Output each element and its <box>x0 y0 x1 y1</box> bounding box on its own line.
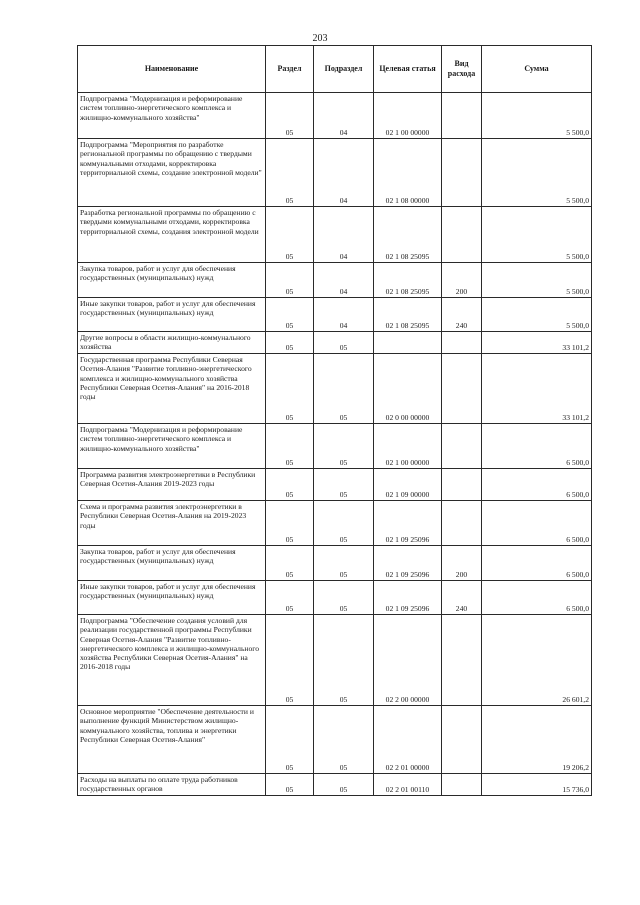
table-row <box>78 207 592 263</box>
table-row <box>78 298 592 332</box>
table-row <box>78 93 592 139</box>
table-row <box>78 354 592 424</box>
table-header-row <box>78 46 592 93</box>
row-target: 02 1 08 25095 <box>374 207 442 263</box>
row-subsection: 04 <box>314 207 374 263</box>
row-section: 05 <box>266 298 314 332</box>
row-amount: 5 500,0 <box>482 93 592 139</box>
row-section: 05 <box>266 139 314 207</box>
table-row <box>78 581 592 615</box>
row-expense-type: 240 <box>442 581 482 615</box>
row-section: 05 <box>266 615 314 706</box>
row-section: 05 <box>266 469 314 501</box>
page-number: 203 <box>312 33 328 44</box>
row-target: 02 1 08 25095 <box>374 298 442 332</box>
table-row <box>78 424 592 469</box>
row-section: 05 <box>266 263 314 298</box>
header-name: Наименование <box>78 46 266 93</box>
table-row <box>78 706 592 774</box>
row-expense-type: 240 <box>442 298 482 332</box>
row-name: Закупка товаров, работ и услуг для обеспечения государственных (муниципальных) нужд <box>78 263 266 298</box>
row-section: 05 <box>266 207 314 263</box>
row-name: Программа развития электроэнергетики в Республики Северная Осетия-Алания 2019-2023 годы <box>78 469 266 501</box>
row-target: 02 1 09 25096 <box>374 581 442 615</box>
row-subsection: 05 <box>314 774 374 796</box>
row-target: 02 1 00 00000 <box>374 424 442 469</box>
row-amount: 6 500,0 <box>482 469 592 501</box>
table-row <box>78 546 592 581</box>
row-section: 05 <box>266 546 314 581</box>
row-subsection: 04 <box>314 93 374 139</box>
row-target: 02 1 08 00000 <box>374 139 442 207</box>
row-section: 05 <box>266 354 314 424</box>
row-section: 05 <box>266 93 314 139</box>
row-subsection: 05 <box>314 501 374 546</box>
row-name: Иные закупки товаров, работ и услуг для обеспечения государственных (муниципальных) нужд <box>78 298 266 332</box>
row-expense-type: 200 <box>442 263 482 298</box>
row-name: Подпрограмма "Модернизация и реформирование систем топливно-энергетического комплекса и жилищно-коммунального хозяйства" <box>78 424 266 469</box>
row-expense-type <box>442 93 482 139</box>
row-subsection: 05 <box>314 546 374 581</box>
row-amount: 5 500,0 <box>482 298 592 332</box>
row-amount: 33 101,2 <box>482 354 592 424</box>
table-row <box>78 263 592 298</box>
row-target <box>374 332 442 354</box>
row-amount: 6 500,0 <box>482 424 592 469</box>
row-target: 02 2 00 00000 <box>374 615 442 706</box>
row-expense-type <box>442 615 482 706</box>
row-target: 02 0 00 00000 <box>374 354 442 424</box>
row-expense-type <box>442 501 482 546</box>
header-expense-type: Вид расхода <box>442 46 482 93</box>
row-subsection: 05 <box>314 615 374 706</box>
row-subsection: 05 <box>314 706 374 774</box>
row-target: 02 1 09 25096 <box>374 546 442 581</box>
budget-table <box>77 45 592 796</box>
row-amount: 33 101,2 <box>482 332 592 354</box>
row-name: Закупка товаров, работ и услуг для обеспечения государственных (муниципальных) нужд <box>78 546 266 581</box>
row-name: Разработка региональной программы по обращению с твердыми коммунальными отходами, корректировка территориальной схемы, создания электронной модели <box>78 207 266 263</box>
row-name: Схема и программа развития электроэнергетики в Республики Северная Осетия-Алания на 2019-2023 годы <box>78 501 266 546</box>
row-name: Другие вопросы в области жилищно-коммунального хозяйства <box>78 332 266 354</box>
row-name: Подпрограмма "Модернизация и реформирование систем топливно-энергетического комплекса и жилищно-коммунального хозяйства" <box>78 93 266 139</box>
row-target: 02 1 00 00000 <box>374 93 442 139</box>
row-expense-type <box>442 774 482 796</box>
header-section: Раздел <box>266 46 314 93</box>
row-amount: 5 500,0 <box>482 263 592 298</box>
row-subsection: 05 <box>314 424 374 469</box>
row-expense-type <box>442 706 482 774</box>
row-section: 05 <box>266 581 314 615</box>
table-row <box>78 615 592 706</box>
row-subsection: 04 <box>314 298 374 332</box>
row-amount: 26 601,2 <box>482 615 592 706</box>
row-target: 02 1 09 25096 <box>374 501 442 546</box>
row-name: Подпрограмма "Мероприятия по разработке региональной программы по обращению с твердыми коммунальными отходами, корректировка территориальной схемы, создание электронной модели" <box>78 139 266 207</box>
row-section: 05 <box>266 706 314 774</box>
row-expense-type <box>442 424 482 469</box>
row-name: Иные закупки товаров, работ и услуг для обеспечения государственных (муниципальных) нужд <box>78 581 266 615</box>
table-row <box>78 501 592 546</box>
row-section: 05 <box>266 501 314 546</box>
header-amount: Сумма <box>482 46 592 93</box>
row-subsection: 05 <box>314 332 374 354</box>
header-subsection: Подраздел <box>314 46 374 93</box>
row-subsection: 05 <box>314 469 374 501</box>
row-subsection: 04 <box>314 263 374 298</box>
table-row <box>78 469 592 501</box>
row-expense-type <box>442 469 482 501</box>
row-expense-type <box>442 332 482 354</box>
row-amount: 6 500,0 <box>482 581 592 615</box>
row-subsection: 05 <box>314 581 374 615</box>
row-name: Подпрограмма "Обеспечение создания условий для реализации государственной программы Республики Северная Осетия-Алания "Развитие топливно-энергетического комплекса и жилищно-коммунального хозяйства Республики Северная Осетия-Алания" на 2016-2018 годы <box>78 615 266 706</box>
row-target: 02 1 09 00000 <box>374 469 442 501</box>
table-row <box>78 774 592 796</box>
row-amount: 6 500,0 <box>482 546 592 581</box>
table-row <box>78 332 592 354</box>
row-target: 02 2 01 00110 <box>374 774 442 796</box>
row-subsection: 05 <box>314 354 374 424</box>
row-target: 02 2 01 00000 <box>374 706 442 774</box>
row-expense-type <box>442 354 482 424</box>
row-name: Расходы на выплаты по оплате труда работников государственных органов <box>78 774 266 796</box>
row-expense-type: 200 <box>442 546 482 581</box>
row-section: 05 <box>266 774 314 796</box>
table-row <box>78 139 592 207</box>
row-subsection: 04 <box>314 139 374 207</box>
row-amount: 5 500,0 <box>482 139 592 207</box>
row-section: 05 <box>266 424 314 469</box>
row-expense-type <box>442 139 482 207</box>
row-section: 05 <box>266 332 314 354</box>
row-amount: 15 736,0 <box>482 774 592 796</box>
row-amount: 6 500,0 <box>482 501 592 546</box>
row-target: 02 1 08 25095 <box>374 263 442 298</box>
row-name: Государственная программа Республики Северная Осетия-Алания "Развитие топливно-энергетического комплекса и жилищно-коммунального хозяйства Республики Северная Осетия-Алания" на 2016-2018 годы <box>78 354 266 424</box>
row-amount: 5 500,0 <box>482 207 592 263</box>
row-name: Основное мероприятие "Обеспечение деятельности и выполнение функций Министерством жилищно-коммунального хозяйства, топлива и энергетики Республики Северная Осетия-Алания" <box>78 706 266 774</box>
row-amount: 19 206,2 <box>482 706 592 774</box>
row-expense-type <box>442 207 482 263</box>
header-target: Целевая статья <box>374 46 442 93</box>
